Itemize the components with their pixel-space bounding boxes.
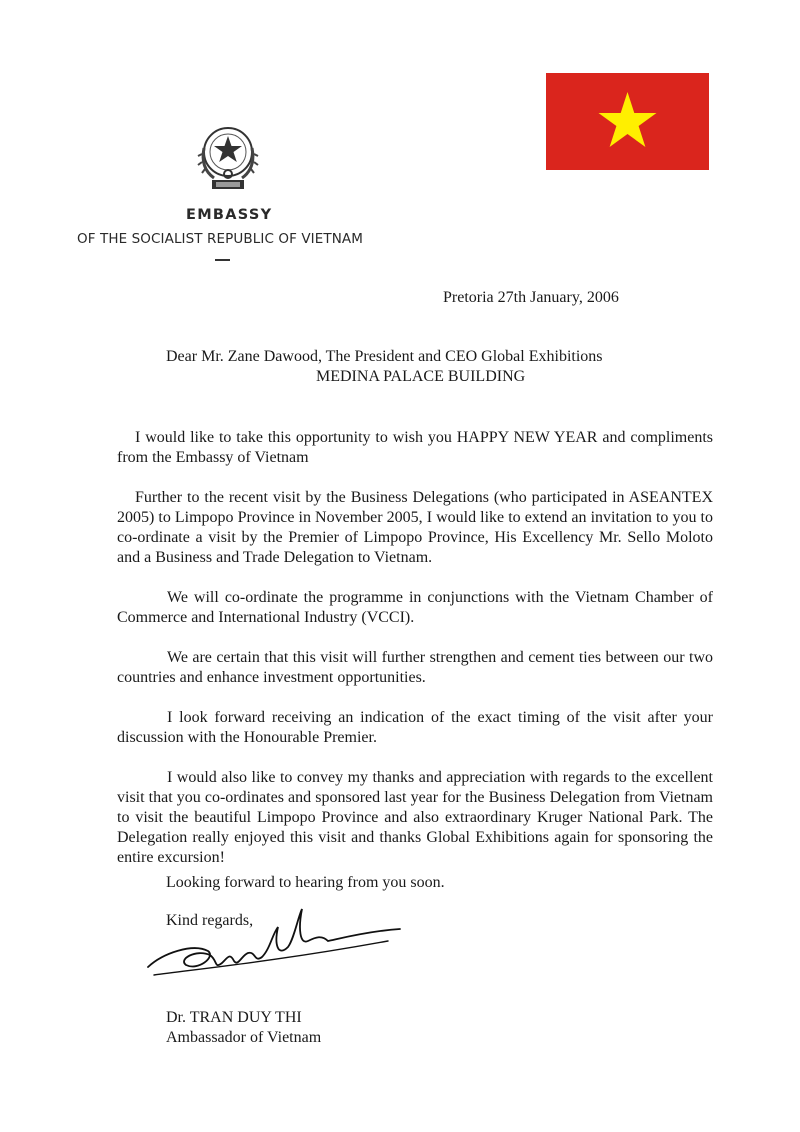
vietnam-national-emblem-icon [188, 118, 268, 198]
paragraph: Further to the recent visit by the Business Delegations (who participated in ASEANTEX 2005) to Limpopo Province in November 2005, I would like to extend an invitation to you to co-ordinate a visit by the Premier of Limpopo Province, His Excellency Mr. Sello Moloto and a Business and Trade Delegation to Vietnam. [117, 489, 713, 566]
salutation-line-1: Dear Mr. Zane Dawood, The President and CEO Global Exhibitions [166, 348, 603, 365]
paragraph: I would like to take this opportunity to wish you HAPPY NEW YEAR and compliments from the Embassy of Vietnam [117, 429, 713, 466]
paragraph: I look forward receiving an indication of the exact timing of the visit after your discussion with the Honourable Premier. [117, 709, 713, 746]
paragraph: We will co-ordinate the programme in conjunctions with the Vietnam Chamber of Commerce and International Industry (VCCI). [117, 589, 713, 626]
paragraph: We are certain that this visit will further strengthen and cement ties between our two countries and enhance investment opportunities. [117, 649, 713, 686]
salutation [166, 347, 626, 387]
embassy-subtitle: OF THE SOCIALIST REPUBLIC OF VIETNAM [77, 231, 364, 247]
vietnam-flag-icon [546, 73, 709, 170]
letter-body [117, 428, 713, 888]
divider [215, 259, 230, 261]
letter-date: Pretoria 27th January, 2006 [443, 289, 619, 306]
salutation-line-2: MEDINA PALACE BUILDING [316, 368, 526, 385]
embassy-title: EMBASSY [186, 207, 273, 223]
regards: Kind regards, [166, 912, 254, 929]
handwritten-signature-icon [138, 905, 408, 990]
signer-name: Dr. TRAN DUY THI [166, 1009, 302, 1026]
closing-line: Looking forward to hearing from you soon. [166, 874, 445, 891]
signer-title: Ambassador of Vietnam [166, 1029, 322, 1046]
signer-block [166, 1008, 321, 1048]
paragraph: I would also like to convey my thanks and appreciation with regards to the excellent visit that you co-ordinates and sponsored last year for the Business Delegation from Vietnam to visit the beautiful Limpopo Province and also extraordinary Kruger National Park. The Delegation really enjoyed this visit and thanks Global Exhibitions again for sponsoring the entire excursion! [117, 769, 713, 866]
